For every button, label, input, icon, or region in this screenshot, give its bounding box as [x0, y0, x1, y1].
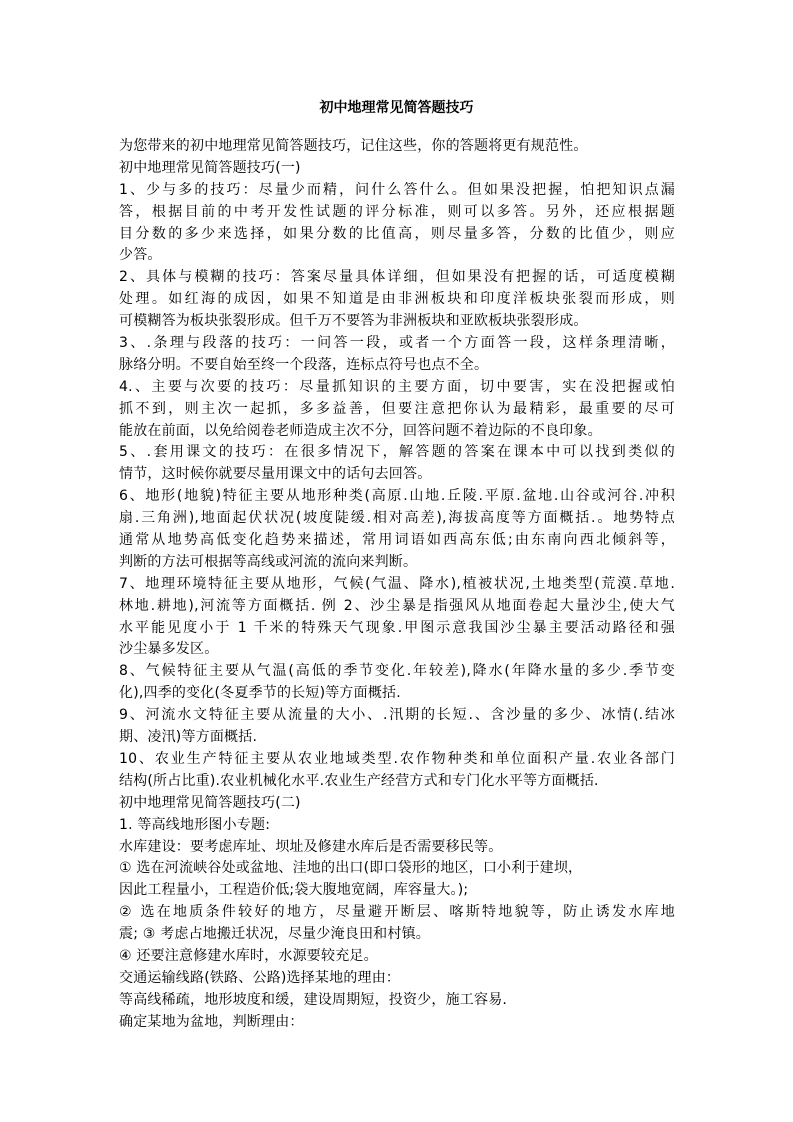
text-line: 1. 等高线地形图小专题: — [119, 816, 271, 833]
text-line: 交通运输线路(铁路、公路)选择某地的理由： — [119, 969, 401, 986]
text-line: 2、具体与模糊的技巧：答案尽量具体详细，但如果没有把握的话，可适度模糊 — [119, 269, 675, 286]
document-body — [119, 136, 675, 1034]
text-line: 判断的方法可根据等高线或河流的流向来判断。 — [119, 553, 418, 570]
text-line: 期、凌汛)等方面概括. — [119, 729, 258, 746]
text-line: 少答。 — [119, 247, 162, 264]
text-line: 化),四季的变化(冬夏季节的长短)等方面概括. — [119, 685, 401, 702]
text-line: 答，根据目前的中考开发性试题的评分标准，则可以多答。另外，还应根据题 — [119, 203, 675, 220]
text-line: 为您带来的初中地理常见简答题技巧，记住这些，你的答题将更有规范性。 — [119, 138, 588, 154]
text-line: 水库建设：要考虑库址、坝址及修建水库后是否需要移民等。 — [119, 838, 503, 855]
text-line: 水平能见度小于 1 千米的特殊天气现象.甲图示意我国沙尘暴主要活动路径和强 — [119, 619, 675, 636]
text-line: 10、农业生产特征主要从农业地域类型.农作物种类和单位面积产量.农业各部门 — [119, 750, 675, 767]
text-line: 目分数的多少来选择，如果分数的比值高，则尽量多答，分数的比值少，则应 — [119, 225, 675, 242]
text-line: ② 选在地质条件较好的地方，尽量避开断层、喀斯特地貌等，防止诱发水库地 — [119, 904, 675, 921]
text-line: 能放在前面，以免给阅卷老师造成主次不分，回答问题不着边际的不良印象。 — [119, 422, 602, 439]
text-line: 情节，这时候你就要尽量用课文中的话句去回答。 — [119, 466, 432, 483]
text-line: 处理。如红海的成因，如果不知道是由非洲板块和印度洋板块张裂而形成，则 — [119, 291, 675, 308]
text-line: 结构(所占比重).农业机械化水平.农业生产经营方式和专门化水平等方面概括. — [119, 772, 599, 789]
document-title: 初中地理常见简答题技巧 — [319, 100, 474, 116]
text-line: 脉络分明。不要自始至终一个段落，连标点符号也点不全。 — [119, 356, 489, 373]
text-line: 扇.三角洲),地面起伏状况(坡度陡缓.相对高差),海拔高度等方面概括.。地势特点 — [119, 510, 675, 527]
text-line: 确定某地为盆地，判断理由： — [119, 1013, 304, 1030]
text-line: 初中地理常见简答题技巧(一) — [119, 159, 301, 176]
text-line: 等高线稀疏，地形坡度和缓，建设周期短，投资少，施工容易. — [119, 991, 508, 1008]
text-line: 可模糊答为板块张裂形成。但千万不要答为非洲板块和亚欧板块张裂形成。 — [119, 313, 588, 330]
text-line: 林地.耕地),河流等方面概括. 例 2、沙尘暴是指强风从地面卷起大量沙尘,使大气 — [119, 597, 675, 614]
text-line: 7、地理环境特征主要从地形，气候(气温、降水),植被状况,土地类型(荒漠.草地. — [119, 575, 675, 592]
text-line: ④ 还要注意修建水库时，水源要较充足。 — [119, 947, 378, 964]
text-line: 6、地形(地貌)特征主要从地形种类(高原.山地.丘陵.平原.盆地.山谷或河谷.冲积 — [119, 488, 675, 505]
text-line: 因此工程量小，工程造价低;袋大腹地宽阔，库容量大。); — [119, 882, 469, 899]
text-line: 5、.套用课文的技巧：在很多情况下，解答题的答案在课本中可以找到类似的 — [119, 444, 675, 461]
text-line: 沙尘暴多发区。 — [119, 641, 219, 658]
text-line: 通常从地势高低变化趋势来描述，常用词语如西高东低;由东南向西北倾斜等， — [119, 532, 675, 549]
text-line: 3、.条理与段落的技巧：一问答一段，或者一个方面答一段，这样条理清晰， — [119, 335, 675, 352]
text-line: 初中地理常见简答题技巧(二) — [119, 794, 301, 811]
text-line: 9、河流水文特征主要从流量的大小、.汛期的长短.、含沙量的多少、冰情(.结冰 — [119, 707, 675, 724]
text-line: 震; ③ 考虑占地搬迁状况，尽量少淹良田和村镇。 — [119, 926, 430, 943]
text-line: 1、少与多的技巧：尽量少而精，问什么答什么。但如果没把握，怕把知识点漏 — [119, 181, 675, 198]
text-line: 8、气候特征主要从气温(高低的季节变化.年较差),降水(年降水量的多少.季节变 — [119, 663, 675, 680]
text-line: ① 选在河流峡谷处或盆地、洼地的出口(即口袋形的地区，口小利于建坝， — [119, 860, 583, 877]
text-line: 抓不到，则主次一起抓，多多益善，但要注意把你认为最精彩，最重要的尽可 — [119, 400, 675, 417]
text-line: 4.、主要与次要的技巧：尽量抓知识的主要方面，切中要害，实在没把握或怕 — [119, 378, 675, 395]
